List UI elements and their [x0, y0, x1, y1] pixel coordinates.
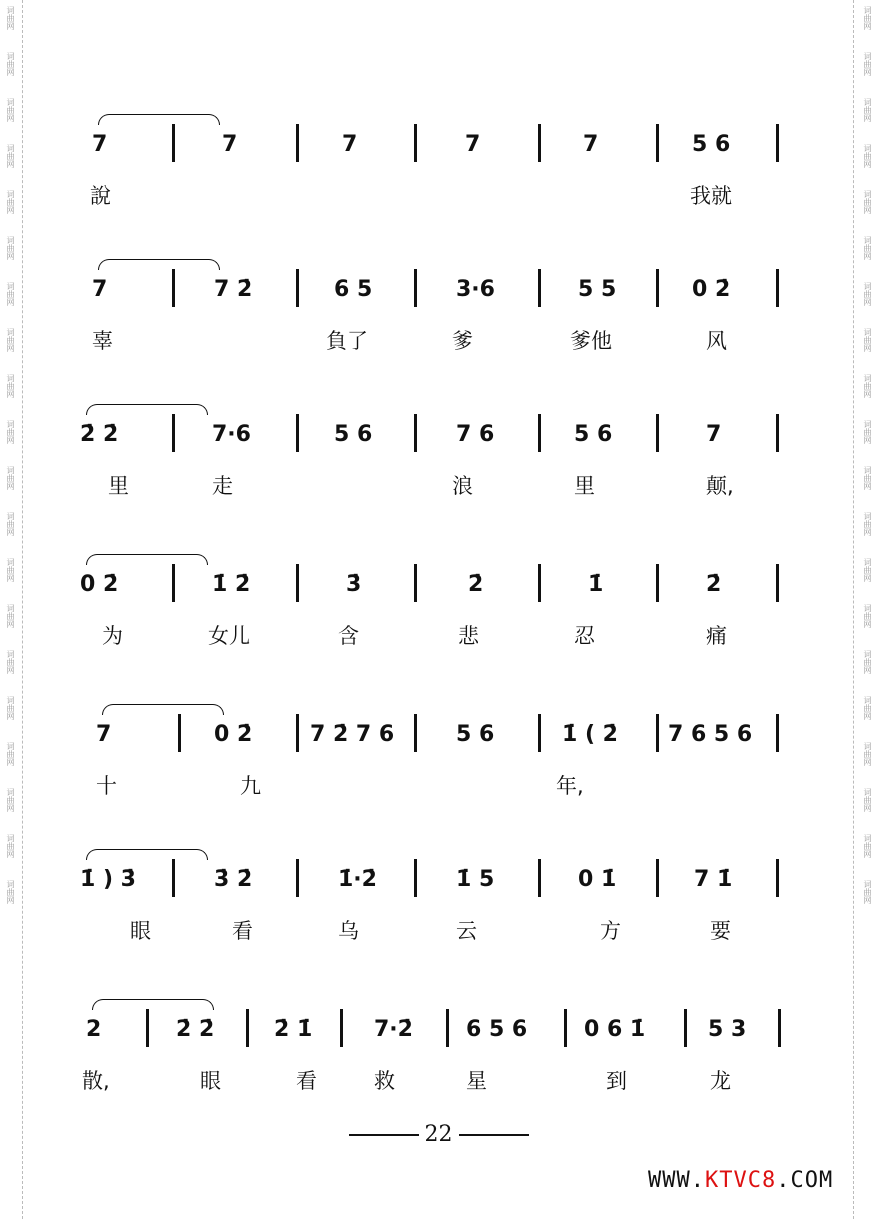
slur-mark: [86, 404, 208, 415]
lyric-text: 颠,: [706, 474, 734, 498]
note-group: 0 2̇: [80, 572, 119, 597]
bar-line: [776, 564, 779, 602]
note-group: 7·2̇: [374, 1017, 413, 1042]
lyric-text: 看: [296, 1069, 317, 1093]
slur-mark: [86, 849, 208, 860]
watermark-text: 词曲网: [6, 98, 15, 122]
watermark-text: 词曲网: [6, 190, 15, 214]
note-group: 7 2̇ 7 6: [310, 722, 395, 747]
site-logo-prefix: WWW.: [648, 1168, 705, 1193]
watermark-text: 词曲网: [6, 374, 15, 398]
bar-line: [340, 1009, 343, 1047]
lyric-text: 辜: [92, 329, 113, 353]
bar-line: [656, 124, 659, 162]
watermark-text: 词曲网: [6, 650, 15, 674]
note-group: 1̇ ) 3̇: [80, 867, 136, 892]
lyric-text: 年,: [556, 774, 584, 798]
note-group: 7 2̇: [214, 277, 253, 302]
bar-line: [414, 714, 417, 752]
score-row: [0, 845, 877, 965]
watermark-text: 词曲网: [6, 558, 15, 582]
watermark-text: 词曲网: [863, 6, 872, 30]
note-group: 5 6: [334, 422, 373, 447]
watermark-text: 词曲网: [863, 52, 872, 76]
bar-line: [538, 124, 541, 162]
lyric-text: 乌: [338, 919, 359, 943]
note-group: 6 5 6: [466, 1017, 528, 1042]
bar-line: [414, 414, 417, 452]
bar-line: [538, 269, 541, 307]
note-group: 7: [92, 132, 108, 157]
score-row: [0, 110, 877, 230]
note-group: 1̇ ( 2̇: [562, 722, 618, 747]
bar-line: [564, 1009, 567, 1047]
lyric-text: 爹他: [570, 329, 612, 353]
bar-line: [776, 414, 779, 452]
watermark-text: 词曲网: [863, 696, 872, 720]
note-group: 7·6: [212, 422, 251, 447]
slur-mark: [98, 259, 220, 270]
bar-line: [296, 859, 299, 897]
watermark-text: 词曲网: [6, 604, 15, 628]
site-logo-suffix: .COM: [776, 1168, 834, 1193]
bar-line: [172, 859, 175, 897]
note-group: 1̇ 5: [456, 867, 495, 892]
watermark-text: 词曲网: [863, 788, 872, 812]
lyric-text: 云: [456, 919, 477, 943]
note-group: 7: [583, 132, 599, 157]
watermark-text: 词曲网: [863, 190, 872, 214]
lyric-text: 九: [240, 774, 261, 798]
bar-line: [778, 1009, 781, 1047]
bar-line: [538, 414, 541, 452]
watermark-text: 词曲网: [6, 328, 15, 352]
note-group: 2̇: [706, 572, 722, 597]
bar-line: [172, 269, 175, 307]
note-group: 5 3: [708, 1017, 747, 1042]
lyric-text: 要: [710, 919, 731, 943]
watermark-text: 词曲网: [6, 144, 15, 168]
lyric-text: 龙: [710, 1069, 731, 1093]
watermark-text: 词曲网: [6, 696, 15, 720]
site-logo-name: KTVC8: [704, 1168, 777, 1193]
score-row: [0, 255, 877, 375]
bar-line: [296, 564, 299, 602]
bar-line: [172, 564, 175, 602]
note-group: 7: [342, 132, 358, 157]
bar-line: [776, 714, 779, 752]
lyric-text: 走: [212, 474, 233, 498]
note-group: 6 5: [334, 277, 373, 302]
note-group: 7: [706, 422, 722, 447]
watermark-text: 词曲网: [6, 742, 15, 766]
lyric-text: 里: [574, 474, 595, 498]
note-group: 3̇: [346, 572, 362, 597]
score-row: [0, 995, 877, 1115]
bar-line: [776, 269, 779, 307]
note-group: 1̇: [588, 572, 604, 597]
lyric-text: 眼: [200, 1069, 221, 1093]
note-group: 2̇ 2̇: [176, 1017, 215, 1042]
watermark-text: 词曲网: [863, 466, 872, 490]
note-group: 2̇ 2̇: [80, 422, 119, 447]
bar-line: [296, 124, 299, 162]
note-group: 5 5: [578, 277, 617, 302]
watermark-text: 词曲网: [863, 144, 872, 168]
bar-line: [414, 124, 417, 162]
watermark-text: 词曲网: [863, 834, 872, 858]
watermark-text: 词曲网: [863, 604, 872, 628]
bar-line: [776, 859, 779, 897]
lyric-text: 含: [338, 624, 359, 648]
lyric-text: 浪: [452, 474, 473, 498]
bar-line: [538, 714, 541, 752]
note-group: 7 6 5 6: [668, 722, 753, 747]
slur-mark: [86, 554, 208, 565]
note-group: 7 1̇: [694, 867, 733, 892]
watermark-text: 词曲网: [6, 420, 15, 444]
watermark-text: 词曲网: [6, 512, 15, 536]
note-group: 3̇ 2̇: [214, 867, 253, 892]
watermark-text: 词曲网: [6, 6, 15, 30]
bar-line: [414, 859, 417, 897]
bar-line: [446, 1009, 449, 1047]
lyric-text: 救: [374, 1069, 395, 1093]
bar-line: [414, 564, 417, 602]
watermark-text: 词曲网: [6, 834, 15, 858]
lyric-text: 里: [108, 474, 129, 498]
lyric-text: 风: [706, 329, 727, 353]
lyric-text: 方: [600, 919, 621, 943]
bar-line: [296, 714, 299, 752]
lyric-text: 十: [96, 774, 117, 798]
watermark-text: 词曲网: [863, 512, 872, 536]
watermark-text: 词曲网: [6, 52, 15, 76]
note-group: 1̇ 2̇: [212, 572, 251, 597]
slur-mark: [102, 704, 224, 715]
watermark-text: 词曲网: [863, 742, 872, 766]
page-number-text: 22: [424, 1122, 453, 1147]
note-group: 7: [96, 722, 112, 747]
lyric-text: 爹: [452, 329, 473, 353]
note-group: 5 6: [692, 132, 731, 157]
lyric-text: 散,: [82, 1069, 110, 1093]
watermark-text: 词曲网: [6, 236, 15, 260]
page-number: [0, 1122, 877, 1147]
lyric-text: 眼: [130, 919, 151, 943]
bar-line: [538, 859, 541, 897]
bar-line: [684, 1009, 687, 1047]
note-group: 2̇: [468, 572, 484, 597]
note-group: 7: [465, 132, 481, 157]
bar-line: [656, 414, 659, 452]
lyric-text: 到: [606, 1069, 627, 1093]
watermark-text: 词曲网: [863, 650, 872, 674]
bar-line: [656, 859, 659, 897]
watermark-text: 词曲网: [863, 880, 872, 904]
note-group: 5 6: [574, 422, 613, 447]
score-row: [0, 400, 877, 520]
bar-line: [246, 1009, 249, 1047]
bar-line: [178, 714, 181, 752]
watermark-text: 词曲网: [863, 98, 872, 122]
watermark-text: 词曲网: [863, 328, 872, 352]
bar-line: [538, 564, 541, 602]
lyric-text: 女儿: [208, 624, 250, 648]
lyric-text: 痛: [706, 624, 727, 648]
watermark-text: 词曲网: [863, 420, 872, 444]
site-logo[interactable]: [648, 1168, 833, 1193]
watermark-text: 词曲网: [6, 282, 15, 306]
lyric-text: 星: [466, 1069, 487, 1093]
lyric-text: 我就: [690, 184, 732, 208]
bar-line: [656, 714, 659, 752]
bar-line: [172, 414, 175, 452]
bar-line: [296, 269, 299, 307]
watermark-text: 词曲网: [6, 788, 15, 812]
bar-line: [172, 124, 175, 162]
bar-line: [656, 269, 659, 307]
slur-mark: [92, 999, 214, 1010]
note-group: 0 2̇: [214, 722, 253, 747]
bar-line: [146, 1009, 149, 1047]
lyric-text: 忍: [574, 624, 595, 648]
note-group: 2̇ 1̇: [274, 1017, 313, 1042]
note-group: 0 1̇: [578, 867, 617, 892]
note-group: 2: [86, 1017, 102, 1042]
lyric-text: 說: [90, 184, 111, 208]
note-group: 5 6: [456, 722, 495, 747]
watermark-text: 词曲网: [6, 466, 15, 490]
lyric-text: 看: [232, 919, 253, 943]
score-row: [0, 700, 877, 820]
bar-line: [414, 269, 417, 307]
note-group: 7: [222, 132, 238, 157]
watermark-text: 词曲网: [863, 374, 872, 398]
note-group: 7: [92, 277, 108, 302]
watermark-text: 词曲网: [6, 880, 15, 904]
lyric-text: 为: [102, 624, 123, 648]
bar-line: [656, 564, 659, 602]
note-group: 0 6 1̇: [584, 1017, 646, 1042]
watermark-text: 词曲网: [863, 558, 872, 582]
lyric-text: 負了: [326, 329, 368, 353]
note-group: 1̇·2̇: [338, 867, 377, 892]
watermark-text: 词曲网: [863, 282, 872, 306]
slur-mark: [98, 114, 220, 125]
score-row: [0, 550, 877, 670]
bar-line: [776, 124, 779, 162]
note-group: 0 2̇: [692, 277, 731, 302]
note-group: 7 6: [456, 422, 495, 447]
lyric-text: 悲: [458, 624, 479, 648]
bar-line: [296, 414, 299, 452]
watermark-text: 词曲网: [863, 236, 872, 260]
note-group: 3·6: [456, 277, 495, 302]
